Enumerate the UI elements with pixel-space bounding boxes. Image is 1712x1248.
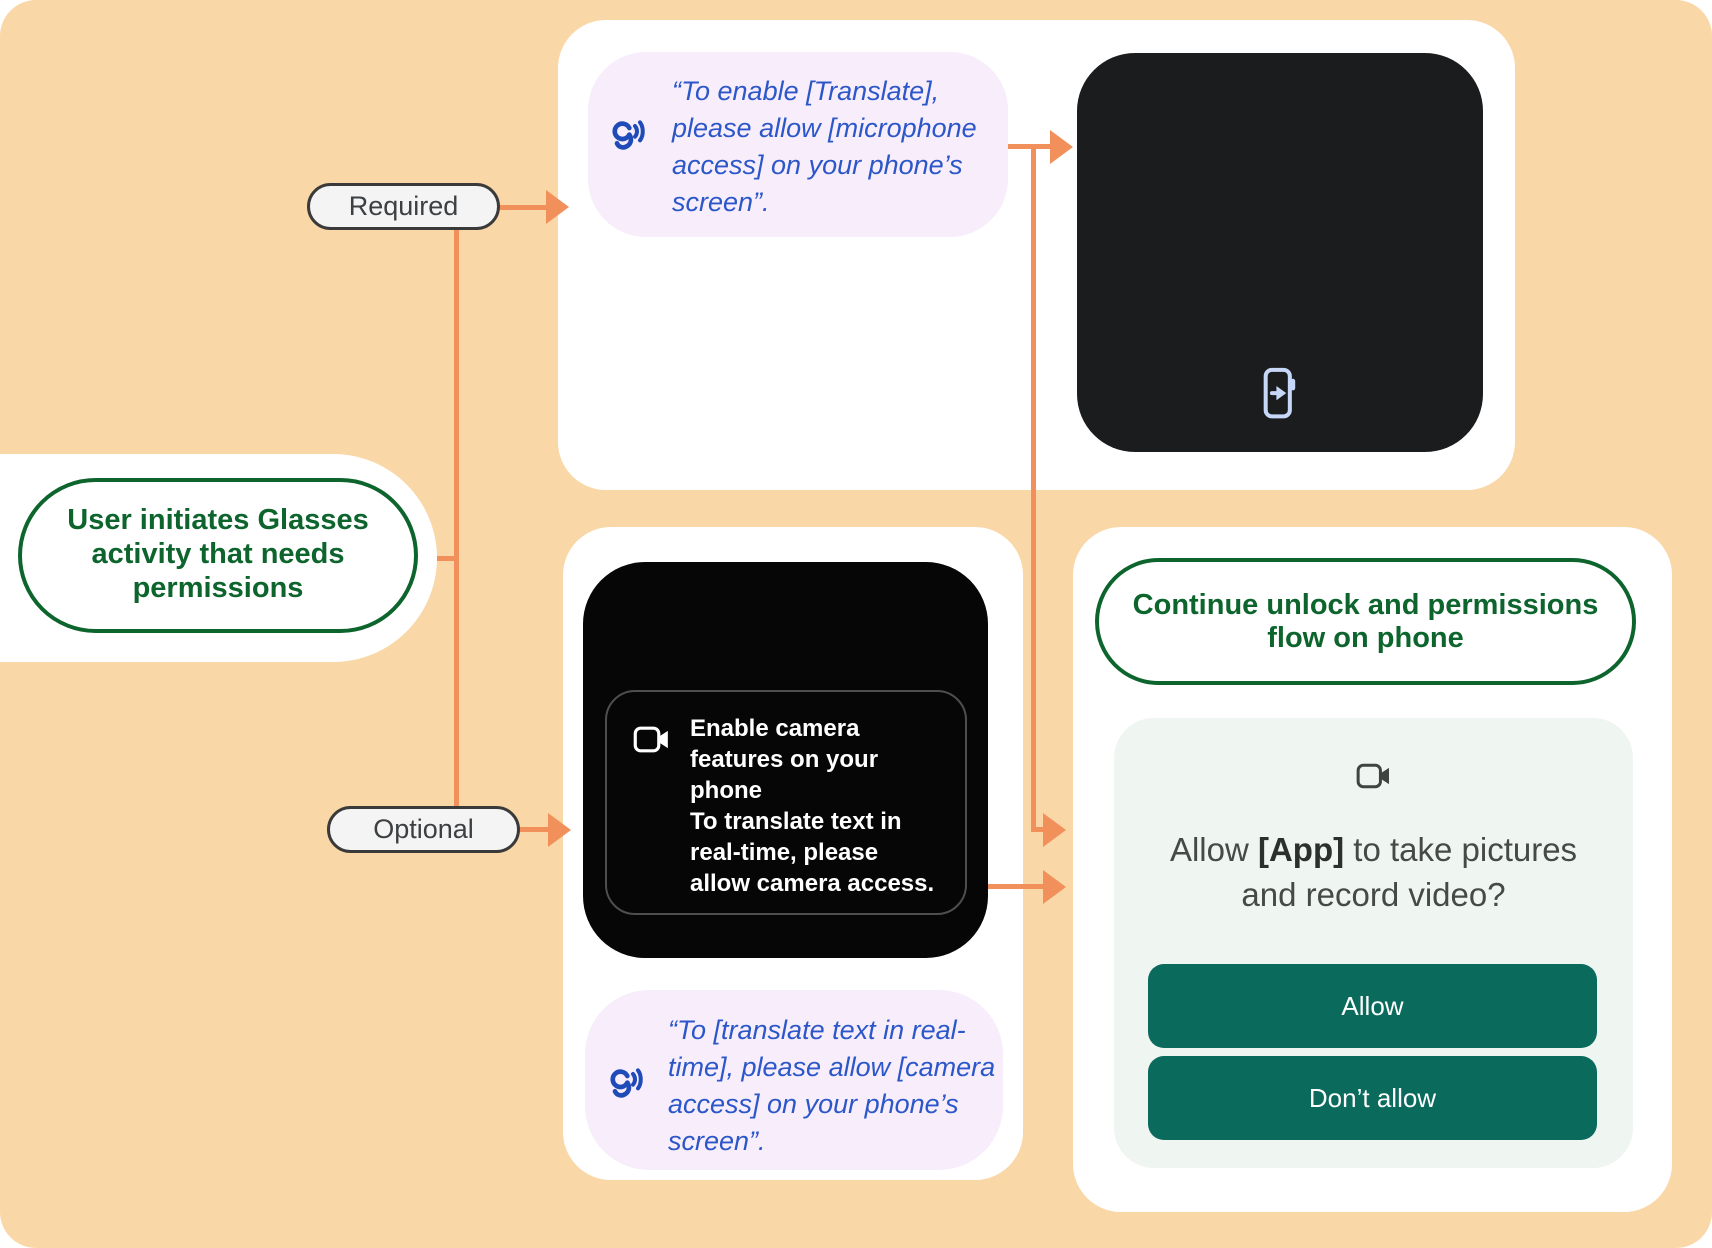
ear-speaking-icon [608, 118, 648, 158]
permission-dialog-title-line1: Allow [App] to take pictures [1169, 831, 1578, 868]
permission-dialog-title [1114, 827, 1633, 917]
connector-vertical-to-dialog [1031, 144, 1036, 832]
dont-allow-button[interactable] [1148, 1056, 1597, 1140]
required-label-text: Required [348, 191, 459, 221]
arrowhead-to-mic-prompt [546, 190, 569, 224]
connector-camera-card-to-dialog [988, 884, 1045, 889]
continue-node [1095, 558, 1636, 685]
arrowhead-to-dialog-lower [1043, 870, 1066, 904]
videocam-icon [1356, 762, 1392, 790]
connector-start-stub [437, 556, 459, 561]
connector-vertical-branches [454, 230, 459, 810]
start-node-line3: permissions [132, 572, 304, 604]
dont-allow-button-label: Don’t allow [1308, 1082, 1437, 1113]
required-branch-label [307, 183, 500, 230]
optional-branch-label [327, 806, 520, 853]
glasses-camera-screen [583, 562, 988, 958]
mic-voice-prompt-bubble [588, 52, 1008, 237]
continue-node-line1: Continue unlock and permissions [1132, 589, 1599, 621]
ear-speaking-icon [606, 1066, 646, 1106]
videocam-icon [633, 725, 671, 754]
arrowhead-to-camera-card [548, 813, 571, 847]
allow-button[interactable] [1148, 964, 1597, 1048]
glasses-message-text: Enable camera features on your phone To translate text in real-time, please allow camera access. [690, 715, 935, 897]
connector-mic-to-phone [1008, 144, 1052, 149]
arrowhead-to-phone-screen [1050, 130, 1073, 164]
start-node-line2: activity that needs [91, 538, 345, 570]
optional-label-text: Optional [373, 814, 474, 844]
mic-voice-prompt-text: “To enable [Translate], please allow [microphone access] on your phone’s screen”. [672, 76, 977, 217]
phone-lock-screen [1077, 53, 1483, 452]
permission-dialog [1114, 718, 1633, 1168]
app-placeholder: [App] [1257, 831, 1345, 868]
allow-button-label: Allow [1341, 990, 1404, 1021]
start-node [18, 478, 418, 633]
connector-optional-branch [518, 827, 550, 832]
continue-node-line2: flow on phone [1267, 622, 1464, 654]
camera-voice-prompt-text: “To [translate text in real- time], please allow [camera access] on your phone’s screen”. [668, 1015, 996, 1156]
open-on-phone-icon [1263, 367, 1297, 421]
start-node-line1: User initiates Glasses [67, 504, 369, 536]
camera-voice-prompt-bubble [585, 990, 1003, 1170]
arrowhead-to-dialog-upper [1043, 813, 1066, 847]
connector-required-branch [500, 205, 548, 210]
permission-dialog-title-line2: and record video? [1241, 876, 1506, 913]
